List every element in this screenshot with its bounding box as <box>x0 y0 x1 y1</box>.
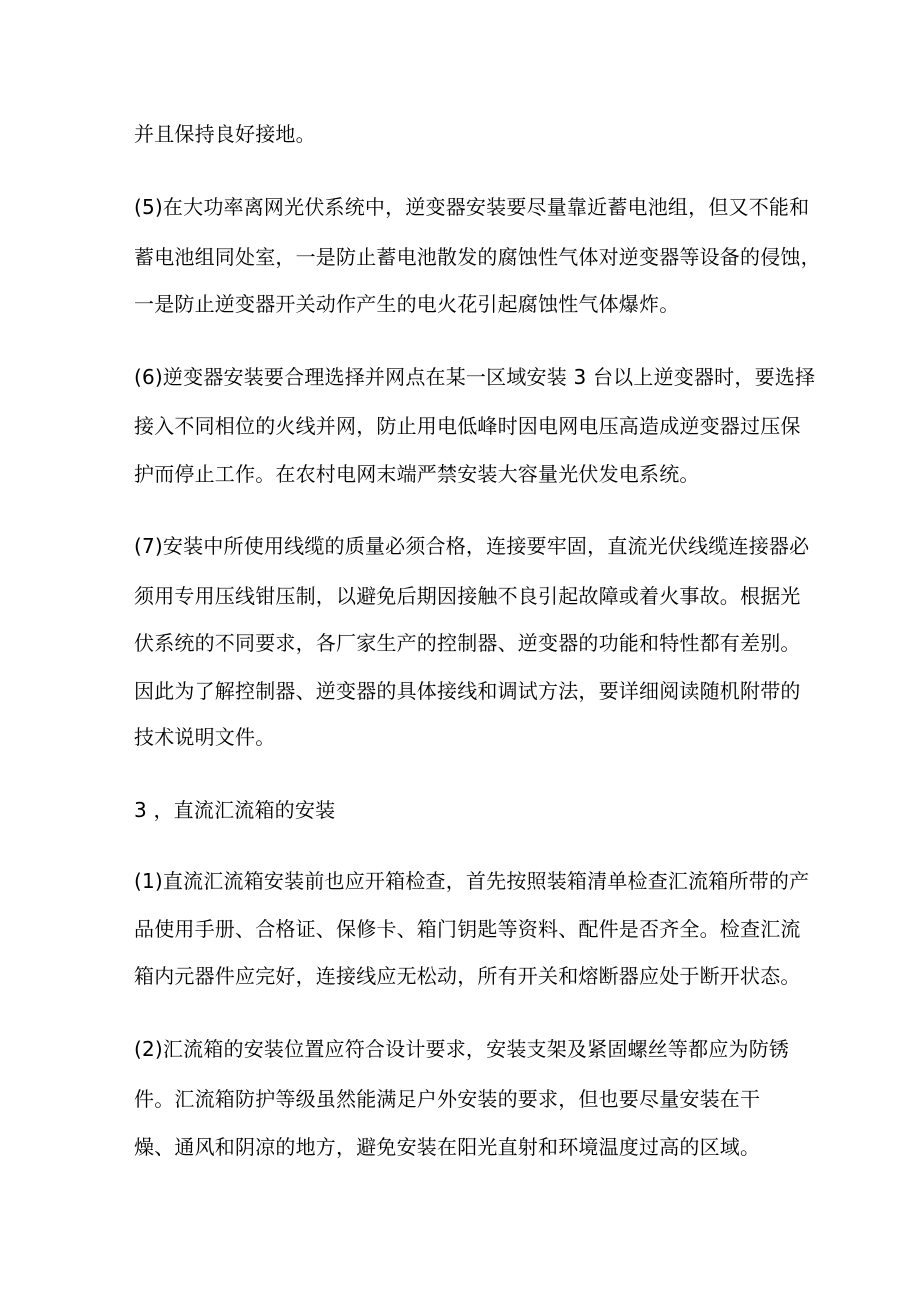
paragraph-line: 件。汇流箱防护等级虽然能满足户外安装的要求，但也要尽量安装在干 <box>134 1087 761 1111</box>
paragraph-line: (6)逆变器安装要合理选择并网点在某一区域安装 3 台以上逆变器时，要选择 <box>134 365 816 389</box>
section-heading: 3 ，直流汇流箱的安装 <box>134 798 336 822</box>
paragraph-line: 箱内元器件应完好，连接线应无松动，所有开关和熔断器应处于断开状态。 <box>134 964 801 988</box>
paragraph-line: (5)在大功率离网光伏系统中，逆变器安装要尽量靠近蓄电池组，但又不能和 <box>134 195 810 219</box>
paragraph-line: 须用专用压线钳压制，以避免后期因接触不良引起故障或着火事故。根据光 <box>134 584 801 608</box>
paragraph-line: 接入不同相位的火线并网，防止用电低峰时因电网电压高造成逆变器过压保 <box>134 414 801 438</box>
paragraph-line: 因此为了解控制器、逆变器的具体接线和调试方法，要详细阅读随机附带的 <box>134 679 801 703</box>
paragraph-line: 并且保持良好接地。 <box>134 122 316 146</box>
paragraph-line: 品使用手册、合格证、保修卡、箱门钥匙等资料、配件是否齐全。检查汇流 <box>134 917 801 941</box>
paragraph-line: 蓄电池组同处室，一是防止蓄电池散发的腐蚀性气体对逆变器等设备的侵蚀， <box>134 245 821 269</box>
paragraph-line: (2)汇流箱的安装位置应符合设计要求，安装支架及紧固螺丝等都应为防锈 <box>134 1037 790 1061</box>
paragraph-line: 技术说明文件。 <box>134 725 276 749</box>
paragraph-line: 护而停止工作。在农村电网末端严禁安装大容量光伏发电系统。 <box>134 462 700 486</box>
paragraph-line: 伏系统的不同要求，各厂家生产的控制器、逆变器的功能和特性都有差别。 <box>134 631 801 655</box>
paragraph-line: 一是防止逆变器开关动作产生的电火花引起腐蚀性气体爆炸。 <box>134 292 680 316</box>
paragraph-line: (7)安装中所使用线缆的质量必须合格，连接要牢固，直流光伏线缆连接器必 <box>134 534 810 558</box>
paragraph-line: (1)直流汇流箱安装前也应开箱检查，首先按照装箱清单检查汇流箱所带的产 <box>134 869 810 893</box>
paragraph-line: 燥、通风和阴凉的地方，避免安装在阳光直射和环境温度过高的区域。 <box>134 1135 761 1159</box>
